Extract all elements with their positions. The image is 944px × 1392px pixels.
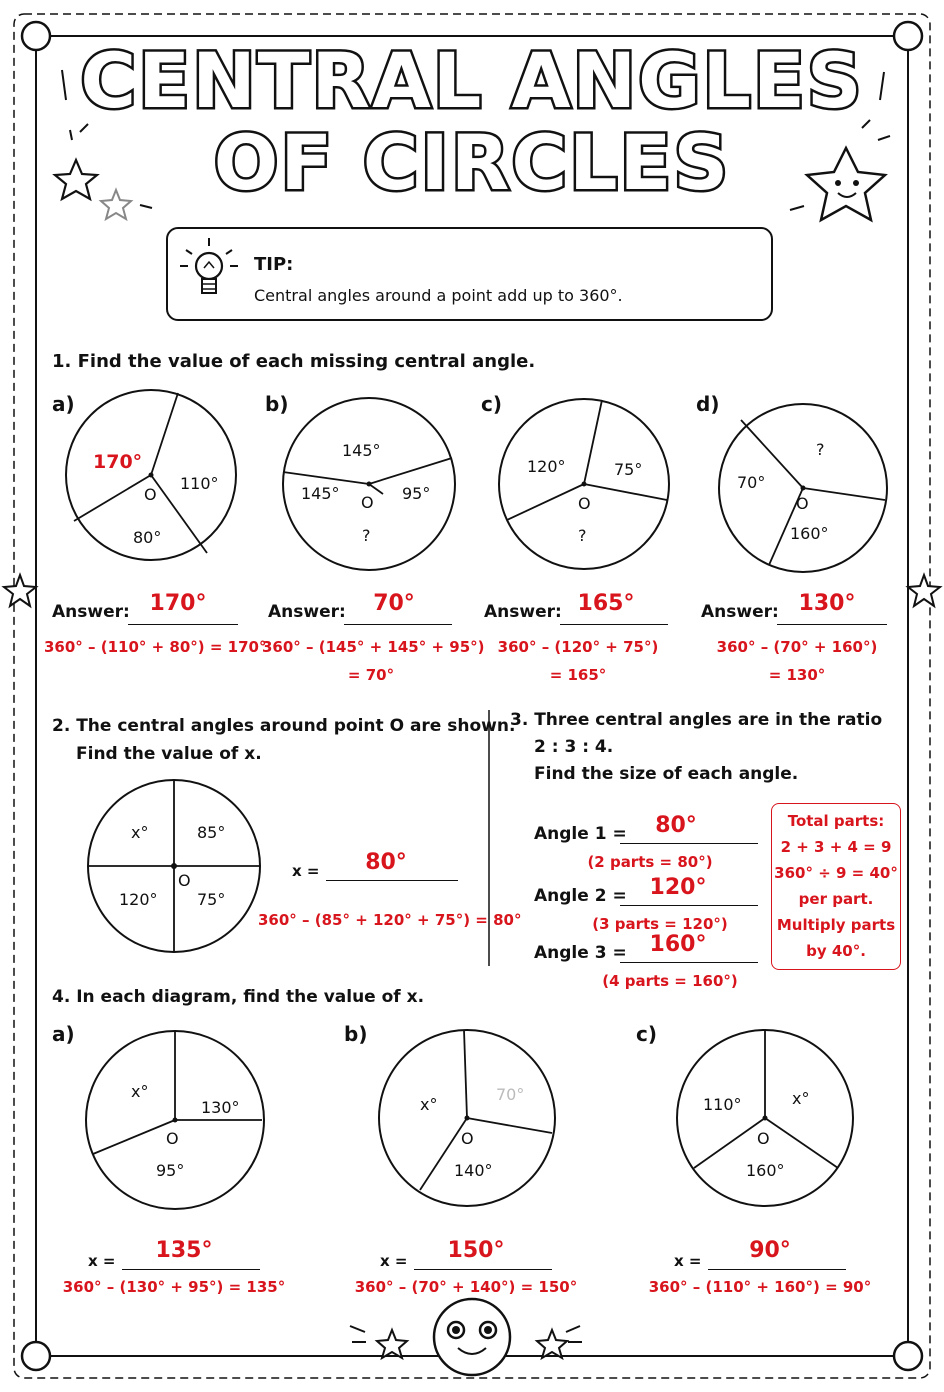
q2-work: 360° – (85° + 120° + 75°) = 80° [258,911,522,929]
q4a-x-label: x = [88,1252,116,1270]
q2-answer: 80° [365,850,407,875]
q3-angle-2-label: Angle 2 = [534,886,627,906]
q3-hint-line-2: 2 + 3 + 4 = 9 [780,838,892,856]
q3-angle-1-answer: 80° [655,813,697,838]
q2-angle-85: 85° [197,823,226,842]
q4b-diagram [379,1030,555,1206]
q1b-work-1: 360° – (145° + 145° + 95°) [262,638,485,656]
q3-hint-line-5: Multiply parts [776,916,896,934]
q4c-center: O [757,1129,770,1148]
q3-hint-line-6: by 40°. [806,942,866,960]
q1c-angle-1: 120° [527,457,566,476]
q4b-center: O [461,1129,474,1148]
q1c-letter: c) [481,392,502,416]
q3-angle-3-answer: 160° [649,932,707,957]
q2-angle-75: 75° [197,890,226,909]
q4c-diagram [677,1030,853,1206]
q1d-center: O [796,494,809,513]
q4b-answer-line [414,1269,552,1270]
q4a-angle-x: x° [131,1082,149,1101]
q4b-angle-70: 70° [496,1085,525,1104]
q1b-center: O [361,493,374,512]
q3-angle-3-label: Angle 3 = [534,943,627,963]
q4a-work: 360° – (130° + 95°) = 135° [62,1278,286,1296]
q1b-answer-label: Answer: [268,602,346,622]
q1c-angle-3: ? [578,526,587,545]
q1b-work-2: = 70° [347,666,395,684]
q1d-diagram [719,404,887,572]
q1c-work-2: = 165° [549,666,607,684]
q4a-center: O [166,1129,179,1148]
q1c-answer: 165° [577,591,635,616]
q1d-answer-label: Answer: [701,602,779,622]
q4b-letter: b) [344,1022,368,1046]
q4a-answer-line [122,1269,260,1270]
q4b-work: 360° – (70° + 140°) = 150° [354,1278,578,1296]
title-line-1: CENTRAL ANGLES [80,36,864,125]
q1a-angle-1: 170° [93,451,143,473]
q1b-angle-4: ? [362,526,371,545]
q1a-diagram [66,390,236,560]
q2-answer-line [326,880,458,881]
q4b-angle-x: x° [420,1095,438,1114]
title-line-2: OF CIRCLES [213,118,731,207]
q1c-diagram [499,399,669,569]
q1d-angle-3: 160° [790,524,829,543]
q4c-letter: c) [636,1022,657,1046]
q1d-angle-1: ? [816,440,825,459]
q4a-answer: 135° [155,1238,213,1263]
q1d-letter: d) [696,392,720,416]
q1a-angle-2: 110° [180,474,219,493]
q2-angle-x: x° [131,823,149,842]
q1b-angle-3: 95° [402,484,431,503]
q2-x-label: x = [292,862,320,880]
q1b-answer-line [344,624,452,625]
q1b-letter: b) [265,392,289,416]
q4a-angle-95: 95° [156,1161,185,1180]
q1a-answer-label: Answer: [52,602,130,622]
q1c-angle-2: 75° [614,460,643,479]
q4c-angle-160: 160° [746,1161,785,1180]
q1b-answer: 70° [373,591,415,616]
q3-hint-line-3: 360° ÷ 9 = 40° [774,864,898,882]
q1b-angle-2: 145° [301,484,340,503]
q4b-answer: 150° [447,1238,505,1263]
q1c-center: O [578,494,591,513]
q3-line-2: 2 : 3 : 4. [534,737,614,757]
q3-angle-1-line [620,843,758,844]
q1-prompt: 1. Find the value of each missing central angle. [52,351,536,372]
q2-diagram [88,780,260,952]
q3-hint-line-1: Total parts: [787,812,885,830]
q2-line-1: 2. The central angles around point O are shown. [52,716,516,736]
q1a-work-1: 360° – (110° + 80°) = 170° [44,638,267,656]
q3-angle-3-note: (4 parts = 160°) [602,972,738,990]
q3-hint-box [771,803,901,970]
tip-text: Central angles around a point add up to 360°. [254,286,623,305]
q4a-letter: a) [52,1022,75,1046]
q1c-answer-label: Answer: [484,602,562,622]
q1b-diagram [283,398,455,570]
q1d-answer-line [777,624,887,625]
q4-prompt: 4. In each diagram, find the value of x. [52,987,425,1007]
q4b-angle-140: 140° [454,1161,493,1180]
q4c-answer: 90° [749,1238,791,1263]
q3-angle-1-label: Angle 1 = [534,824,627,844]
q3-angle-3-line [620,962,758,963]
q4c-work: 360° – (110° + 160°) = 90° [648,1278,872,1296]
q3-angle-2-note: (3 parts = 120°) [592,915,728,933]
q3-angle-2-line [620,905,758,906]
q4c-answer-line [708,1269,846,1270]
q1d-answer: 130° [798,591,856,616]
q1d-angle-2: 70° [737,473,766,492]
q1b-angle-1: 145° [342,441,381,460]
q3-line-1: 3. Three central angles are in the ratio [510,710,883,730]
q1d-work-1: 360° – (70° + 160°) [716,638,878,656]
q2-center: O [178,871,191,890]
q1a-answer-line [128,624,238,625]
q4a-diagram [86,1031,264,1209]
q3-hint-line-4: per part. [798,890,874,908]
q3-angle-1-note: (2 parts = 80°) [587,853,713,871]
q4c-x-label: x = [674,1252,702,1270]
q1c-answer-line [560,624,668,625]
q4b-x-label: x = [380,1252,408,1270]
q1c-work-1: 360° – (120° + 75°) [497,638,659,656]
q4c-angle-110: 110° [703,1095,742,1114]
q3-angle-2-answer: 120° [649,875,707,900]
q4c-angle-x: x° [792,1089,810,1108]
q4a-angle-130: 130° [201,1098,240,1117]
q1a-center: O [144,485,157,504]
tip-heading: TIP: [254,254,294,275]
q1d-work-2: = 130° [768,666,826,684]
q3-line-3: Find the size of each angle. [534,764,799,784]
q1a-letter: a) [52,392,75,416]
q1a-answer: 170° [149,591,207,616]
q2-line-2: Find the value of x. [76,744,262,764]
q2-angle-120: 120° [119,890,158,909]
q1a-angle-3: 80° [133,528,162,547]
